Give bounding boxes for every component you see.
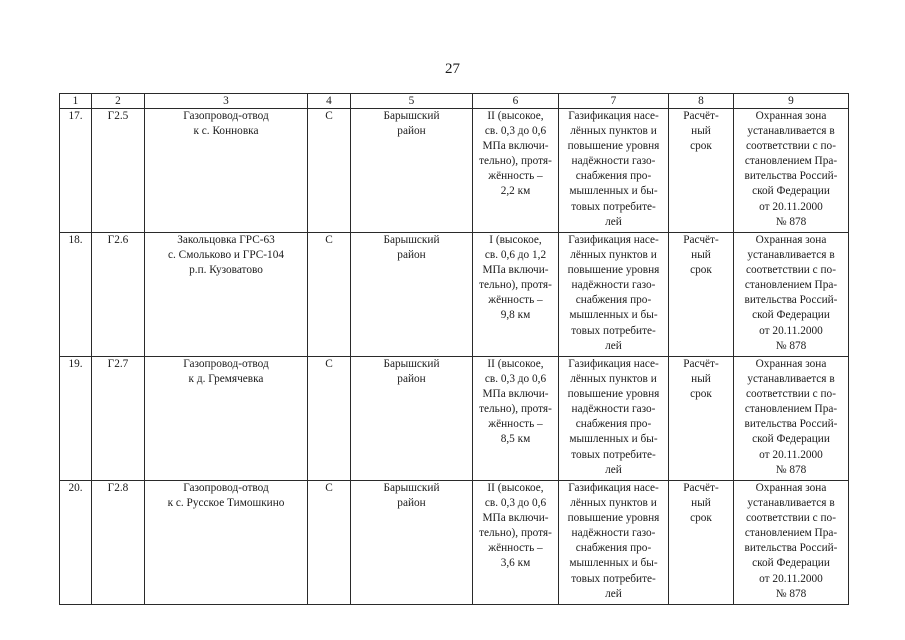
table-row xyxy=(60,481,849,605)
protection-zone: Охранная зона устанавливается в соответствии с по- становлением Пра- вительства Россий- ской Федерации от 20.11.2000 № 878 xyxy=(734,109,849,233)
object-code: Г2.7 xyxy=(92,357,145,481)
object-type: С xyxy=(308,357,351,481)
row-number: 19. xyxy=(60,357,92,481)
page-number: 27 xyxy=(445,61,460,77)
parameters: II (высокое, св. 0,3 до 0,6 МПа включи- тельно), протя- жённость – 8,5 км xyxy=(473,357,559,481)
purpose: Газификация насе- лённых пунктов и повышение уровня надёжности газо- снабжения про- мышленных и бы- товых потребите- лей xyxy=(559,233,669,357)
column-header: 2 xyxy=(92,94,145,109)
district: Барышский район xyxy=(351,481,473,605)
column-header: 7 xyxy=(559,94,669,109)
column-header: 6 xyxy=(473,94,559,109)
purpose: Газификация насе- лённых пунктов и повышение уровня надёжности газо- снабжения про- мышленных и бы- товых потребите- лей xyxy=(559,357,669,481)
column-header: 9 xyxy=(734,94,849,109)
term: Расчёт- ный срок xyxy=(669,109,734,233)
object-code: Г2.8 xyxy=(92,481,145,605)
protection-zone: Охранная зона устанавливается в соответствии с по- становлением Пра- вительства Россий- ской Федерации от 20.11.2000 № 878 xyxy=(734,357,849,481)
parameters: II (высокое, св. 0,3 до 0,6 МПа включи- тельно), протя- жённость – 2,2 км xyxy=(473,109,559,233)
table-row xyxy=(60,357,849,481)
object-type: С xyxy=(308,481,351,605)
term: Расчёт- ный срок xyxy=(669,481,734,605)
protection-zone: Охранная зона устанавливается в соответствии с по- становлением Пра- вительства Россий- ской Федерации от 20.11.2000 № 878 xyxy=(734,481,849,605)
term: Расчёт- ный срок xyxy=(669,233,734,357)
object-code: Г2.6 xyxy=(92,233,145,357)
object-name: Закольцовка ГРС-63 с. Смольково и ГРС-104 р.п. Кузоватово xyxy=(145,233,308,357)
district: Барышский район xyxy=(351,109,473,233)
parameters: II (высокое, св. 0,3 до 0,6 МПа включи- тельно), протя- жённость – 3,6 км xyxy=(473,481,559,605)
object-name: Газопровод-отвод к д. Гремячевка xyxy=(145,357,308,481)
district: Барышский район xyxy=(351,357,473,481)
column-header: 1 xyxy=(60,94,92,109)
header-row xyxy=(60,94,849,109)
object-type: С xyxy=(308,109,351,233)
parameters: I (высокое, св. 0,6 до 1,2 МПа включи- тельно), протя- жённость – 9,8 км xyxy=(473,233,559,357)
row-number: 17. xyxy=(60,109,92,233)
row-number: 18. xyxy=(60,233,92,357)
table-row xyxy=(60,233,849,357)
purpose: Газификация насе- лённых пунктов и повышение уровня надёжности газо- снабжения про- мышленных и бы- товых потребите- лей xyxy=(559,481,669,605)
column-header: 8 xyxy=(669,94,734,109)
object-name: Газопровод-отвод к с. Конновка xyxy=(145,109,308,233)
column-header: 3 xyxy=(145,94,308,109)
object-code: Г2.5 xyxy=(92,109,145,233)
column-header: 4 xyxy=(308,94,351,109)
protection-zone: Охранная зона устанавливается в соответствии с по- становлением Пра- вительства Россий- ской Федерации от 20.11.2000 № 878 xyxy=(734,233,849,357)
column-header: 5 xyxy=(351,94,473,109)
data-table xyxy=(59,93,849,605)
purpose: Газификация насе- лённых пунктов и повышение уровня надёжности газо- снабжения про- мышленных и бы- товых потребите- лей xyxy=(559,109,669,233)
object-type: С xyxy=(308,233,351,357)
term: Расчёт- ный срок xyxy=(669,357,734,481)
district: Барышский район xyxy=(351,233,473,357)
row-number: 20. xyxy=(60,481,92,605)
table-row xyxy=(60,109,849,233)
object-name: Газопровод-отвод к с. Русское Тимошкино xyxy=(145,481,308,605)
